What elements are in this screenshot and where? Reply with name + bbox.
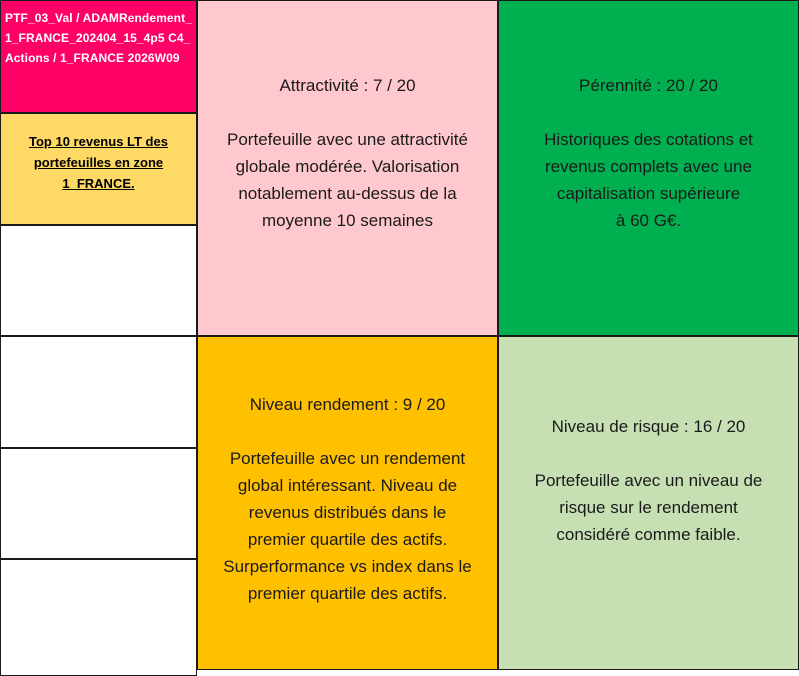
- empty-cell: [0, 336, 197, 448]
- portfolio-label-cell: [0, 0, 197, 113]
- attractivite-description: Portefeuille avec une attractivité globale modérée. Valorisation notablement au-dessus de la moyenne 10 semaines: [227, 130, 468, 230]
- empty-cell: [0, 448, 197, 559]
- subtitle-text: Top 10 revenus LT des portefeuilles en zone 1_FRANCE.: [29, 133, 168, 191]
- perennite-heading: Pérennité : 20 / 20: [579, 76, 718, 95]
- attractivite-heading: Attractivité : 7 / 20: [279, 76, 416, 95]
- attractivite-panel: [197, 0, 498, 336]
- risque-heading: Niveau de risque : 16 / 20: [551, 416, 746, 436]
- risque-description: Portefeuille avec un niveau de risque sur le rendement considéré comme faible.: [534, 470, 763, 544]
- rendement-heading: Niveau rendement : 9 / 20: [249, 395, 446, 414]
- empty-cell: [0, 225, 197, 336]
- portfolio-label: PTF_03_Val / ADAMRendement_1_FRANCE_202404_15_4p5 C4_Actions / 1_FRANCE 2026W09: [5, 11, 192, 65]
- rendement-panel: [197, 336, 498, 670]
- empty-cell: [0, 559, 197, 676]
- perennite-panel: [498, 0, 799, 336]
- subtitle-cell: [0, 113, 197, 225]
- risque-panel: [498, 336, 799, 670]
- perennite-description: Historiques des cotations et revenus complets avec une capitalisation supérieure à 60 G€.: [544, 130, 753, 230]
- rendement-description: Portefeuille avec un rendement global intéressant. Niveau de revenus distribués dans le premier quartile des actifs. Surperformance vs index dans le premier quartile des actifs.: [223, 449, 472, 603]
